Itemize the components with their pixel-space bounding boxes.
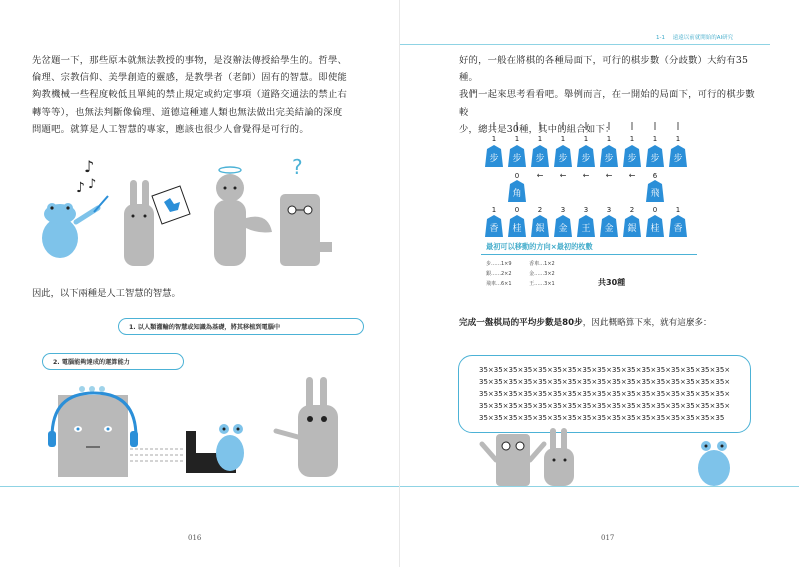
board-title-rule bbox=[481, 254, 697, 255]
back-row-piece bbox=[485, 215, 503, 237]
text-line: 轉等等），也無法判斷像倫理、道德這種連人類也無法做出完美結論的深度 bbox=[32, 106, 343, 118]
move-count: 6 bbox=[652, 172, 658, 180]
average-moves-rest: ，因此概略算下來，就有這麼多： bbox=[582, 318, 712, 328]
computer-illustration bbox=[40, 375, 370, 480]
pawn-piece bbox=[600, 145, 618, 167]
move-count: 1 bbox=[629, 135, 635, 143]
music-note-icon: ♪ bbox=[88, 177, 97, 192]
pawn-piece bbox=[531, 145, 549, 167]
left-footer-rule bbox=[0, 486, 399, 487]
move-count: 3 bbox=[560, 206, 566, 214]
move-count: 0 bbox=[514, 206, 520, 214]
calc-line: 35×35×35×35×35×35×35×35×35×35×35×35×35×35×35×35×35× bbox=[479, 378, 731, 386]
move-count: 1 bbox=[606, 135, 612, 143]
rabbit-professor-icon bbox=[276, 377, 338, 477]
text-line: 問題吧。就算是人工智慧的專家，應該也很少人會覺得是可行的。 bbox=[32, 123, 309, 135]
header-chapter: 1-1 bbox=[656, 35, 665, 41]
piece-label: 步 bbox=[558, 154, 568, 164]
legend-item: 香車…1×2 bbox=[529, 261, 555, 267]
piece-label: 步 bbox=[650, 154, 660, 164]
piece-label: 桂 bbox=[512, 224, 522, 234]
frog-character-icon bbox=[42, 196, 108, 258]
computer-robot-icon bbox=[48, 386, 138, 477]
move-count: 0 bbox=[514, 172, 520, 180]
board-title: 最初可以移動的方向×最初的枚數 bbox=[486, 242, 593, 251]
text-line: 先岔題一下，那些原本就無法教授的事物，是沒辦法傳授給學生的。哲學、 bbox=[32, 55, 348, 66]
piece-label: 步 bbox=[604, 154, 614, 164]
right-footer-rule bbox=[400, 486, 799, 487]
pawn-piece bbox=[646, 145, 664, 167]
legend-item: 飛車…6×1 bbox=[486, 281, 512, 287]
piece-label: 金 bbox=[604, 224, 614, 234]
calc-line: 35×35×35×35×35×35×35×35×35×35×35×35×35×35×35×35×35 bbox=[479, 414, 725, 422]
piece-label: 桂 bbox=[650, 224, 660, 234]
speech-bubble-2: 2. 電腦能夠達成的運算能力 bbox=[42, 353, 184, 370]
pawn-piece bbox=[485, 145, 503, 167]
piece-label: 步 bbox=[581, 154, 591, 164]
piece-label: 王 bbox=[581, 224, 591, 234]
calc-line: 35×35×35×35×35×35×35×35×35×35×35×35×35×35×35×35×35× bbox=[479, 402, 731, 410]
rook-piece bbox=[646, 180, 664, 202]
move-count: 1 bbox=[514, 135, 520, 143]
text-line: 倫理、宗教信仰、美學創造的靈感，是教學者（老師）固有的智慧。即使能 bbox=[32, 72, 348, 84]
move-count: 0 bbox=[652, 206, 658, 214]
legend-row bbox=[486, 260, 555, 267]
music-note-icon: ♪ bbox=[84, 157, 95, 176]
pawn-piece bbox=[577, 145, 595, 167]
bottom-characters-illustration bbox=[470, 420, 760, 486]
text-line: 少，總共是30種，其中的組合如下： bbox=[459, 123, 615, 135]
average-moves-sentence bbox=[459, 316, 712, 328]
move-count: 1 bbox=[560, 135, 566, 143]
piece-label: 步 bbox=[673, 154, 683, 164]
pawn-piece bbox=[669, 145, 687, 167]
legend-item: 王……3×1 bbox=[529, 281, 555, 287]
piece-label: 角 bbox=[512, 189, 522, 199]
book-gutter bbox=[399, 0, 400, 567]
back-row-piece bbox=[508, 215, 526, 237]
piece-label: 香 bbox=[489, 224, 499, 234]
calc-line: 35×35×35×35×35×35×35×35×35×35×35×35×35×35×35×35×35× bbox=[479, 366, 731, 374]
back-row-piece bbox=[669, 215, 687, 237]
piece-label: 步 bbox=[489, 154, 499, 164]
piece-label: 銀 bbox=[627, 224, 637, 234]
back-row-piece bbox=[577, 215, 595, 237]
legend-item: 銀……2×2 bbox=[486, 271, 512, 277]
page-number-right: 017 bbox=[601, 534, 615, 542]
robot-character-icon bbox=[280, 194, 332, 266]
back-row-piece bbox=[600, 215, 618, 237]
left-paragraph bbox=[32, 52, 372, 138]
move-count: 1 bbox=[491, 135, 497, 143]
arrow-left-icon: ← bbox=[536, 171, 544, 180]
characters-illustration bbox=[28, 150, 368, 270]
move-count: 2 bbox=[537, 206, 543, 214]
rabbit-character-icon bbox=[544, 428, 574, 486]
bishop-piece bbox=[508, 180, 526, 202]
back-row-piece bbox=[623, 215, 641, 237]
legend-item: 步……1×9 bbox=[486, 261, 512, 267]
legend-row bbox=[486, 270, 555, 277]
question-mark-icon: ? bbox=[292, 155, 303, 179]
piece-label: 香 bbox=[673, 224, 683, 234]
arrow-left-icon: ← bbox=[605, 171, 613, 180]
back-row-piece bbox=[646, 215, 664, 237]
header-title: 遠遠以前就開始的AI研究 bbox=[672, 35, 734, 41]
back-row-piece bbox=[531, 215, 549, 237]
shogi-board-diagram bbox=[480, 120, 730, 240]
piece-label: 金 bbox=[558, 224, 568, 234]
move-count: 3 bbox=[606, 206, 612, 214]
pawn-piece bbox=[554, 145, 572, 167]
right-header-rule bbox=[400, 44, 770, 45]
move-count: 1 bbox=[583, 135, 589, 143]
robot-character-icon bbox=[482, 434, 544, 486]
frog-character-icon bbox=[698, 441, 730, 486]
speech-bubble-1: 1. 以人類灌輸的智慧或知識為基礎，將其移植到電腦中 bbox=[118, 318, 364, 335]
legend-item: 金……3×2 bbox=[529, 271, 555, 277]
calc-line: 35×35×35×35×35×35×35×35×35×35×35×35×35×35×35×35×35× bbox=[479, 390, 731, 398]
piece-label: 銀 bbox=[535, 224, 545, 234]
cable-lines bbox=[130, 449, 184, 461]
move-count: 1 bbox=[675, 135, 681, 143]
move-count: 1 bbox=[537, 135, 543, 143]
arrow-left-icon: ← bbox=[582, 171, 590, 180]
arrow-left-icon: ← bbox=[559, 171, 567, 180]
move-count: 1 bbox=[675, 206, 681, 214]
pawn-piece bbox=[508, 145, 526, 167]
move-count: 1 bbox=[652, 135, 658, 143]
piece-label: 飛 bbox=[650, 189, 660, 199]
rabbit-character-icon bbox=[124, 180, 190, 266]
text-line: 夠教機械一些程度較低且單純的禁止規定或約定事項（道路交通法的禁止右 bbox=[32, 89, 348, 101]
move-count: 2 bbox=[629, 206, 635, 214]
arrow-left-icon: ← bbox=[628, 171, 636, 180]
running-header bbox=[650, 33, 733, 41]
move-count: 1 bbox=[491, 206, 497, 214]
page-number-left: 016 bbox=[188, 534, 202, 542]
back-row-piece bbox=[554, 215, 572, 237]
average-moves-bold: 完成一盤棋局的平均步數是80步 bbox=[459, 318, 583, 328]
caption-text: 因此，以下兩種是人工智慧的智慧。 bbox=[32, 288, 181, 299]
pawn-piece bbox=[623, 145, 641, 167]
legend-row bbox=[486, 280, 555, 287]
music-note-icon: ♪ bbox=[76, 180, 85, 196]
frog-pianist-icon bbox=[216, 424, 244, 471]
piece-label: 步 bbox=[512, 154, 522, 164]
piece-label: 步 bbox=[535, 154, 545, 164]
text-line: 好的，一般在將棋的各種局面下，可行的棋步數（分歧數）大約有35種。 bbox=[459, 55, 749, 84]
text-line: 我們一起來思考看看吧。舉例而言，在一開始的局面下，可行的棋步數較 bbox=[459, 89, 755, 118]
piece-label: 步 bbox=[627, 154, 637, 164]
total-count: 共30種 bbox=[598, 278, 626, 287]
move-count: 3 bbox=[583, 206, 589, 214]
angel-character-icon bbox=[214, 167, 272, 266]
